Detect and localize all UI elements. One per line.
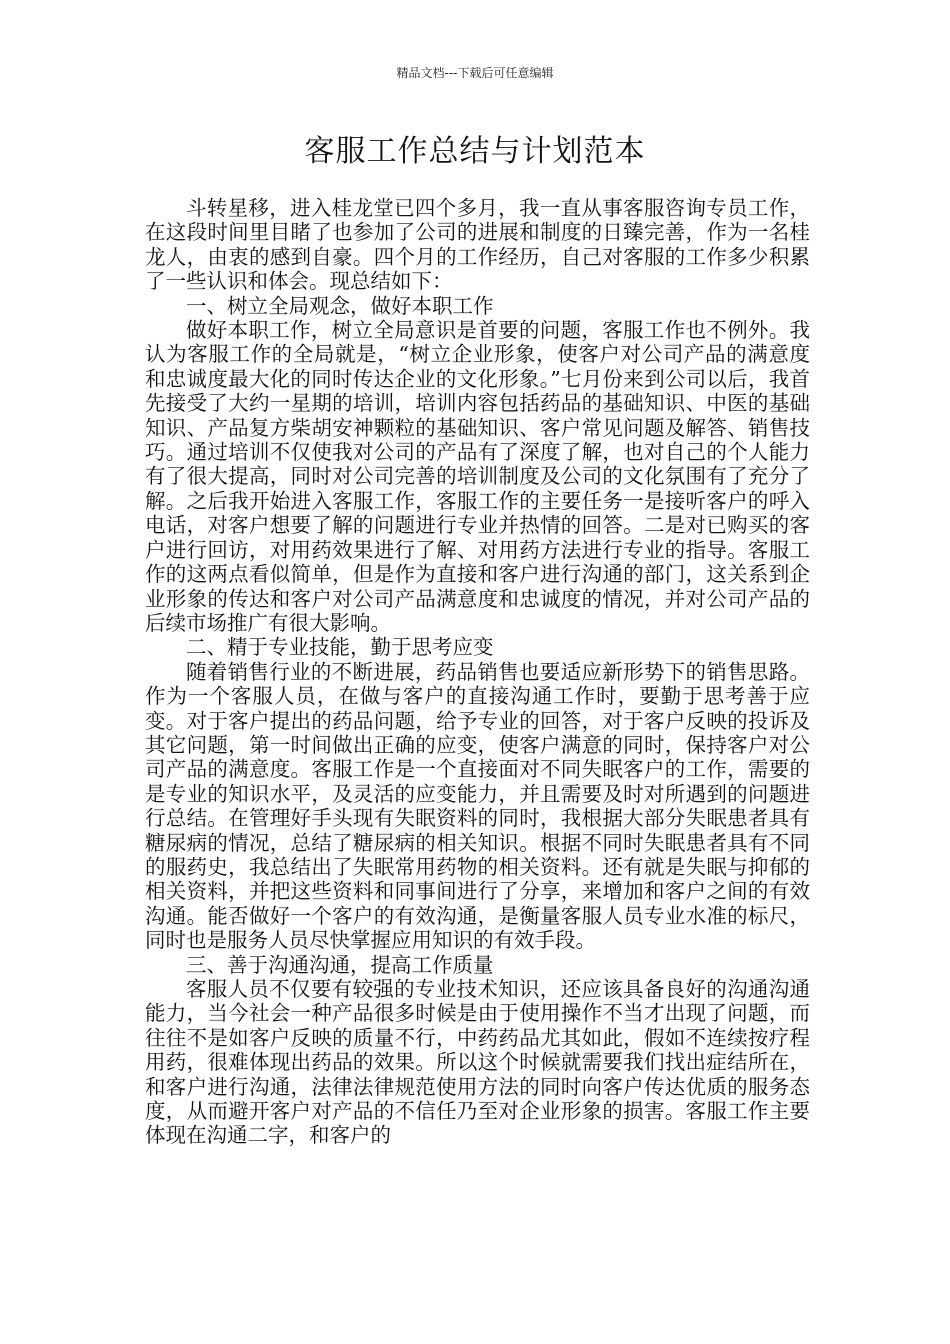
document-title: 客服工作总结与计划范本: [304, 134, 646, 169]
section-heading-1: 一、树立全局观念，做好本职工作: [186, 293, 494, 318]
paragraph-intro: 斗转星移，进入桂龙堂已四个多月，我一直从事客服咨询专员工作，在这段时间里目睹了也参加了公司的进展和制度的日臻完善，作为一名桂龙人，由衷的感到自豪。四个月的工作经历，自己对客服的工作多少积累了一些认识和体会。现总结如下：: [145, 196, 810, 294]
paragraph-section-2: 随着销售行业的不断进展，药品销售也要适应新形势下的销售思路。作为一个客服人员，在做与客户的直接沟通工作时，要勤于思考善于应变。对于客户提出的药品问题，给予专业的回答，对于客户反映的投诉及其它问题，第一时间做出正确的应变，使客户满意的同时，保持客户对公司产品的满意度。客服工作是一个直接面对不同失眠客户的工作，需要的是专业的知识水平，及灵活的应变能力，并且需要及时对所遇到的问题进行总结。在管理好手头现有失眠资料的同时，我根据大部分失眠患者具有糖尿病的情况，总结了糖尿病的相关知识。根据不同时失眠患者具有不同的服药史，我总结出了失眠常用药物的相关资料。还有就是失眠与抑郁的相关资料，并把这些资料和同事间进行了分享，来增加和客户之间的有效沟通。能否做好一个客户的有效沟通，是衡量客服人员专业水准的标尺，同时也是服务人员尽快掌握应用知识的有效手段。: [145, 659, 810, 953]
section-heading-2: 二、精于专业技能，勤于思考应变: [186, 635, 494, 660]
document-body: [145, 196, 810, 1148]
paragraph-section-3: 客服人员不仅要有较强的专业技术知识，还应该具备良好的沟通沟通能力，当今社会一种产品很多时候是由于使用操作不当才出现了问题，而往往不是如客户反映的质量不行，中药药品尤其如此，假如不连续按疗程用药，很难体现出药品的效果。所以这个时候就需要我们找出症结所在，和客户进行沟通，法律法律规范使用方法的同时向客户传达优质的服务态度，从而避开客户对产品的不信任乃至对企业形象的损害。客服工作主要体现在沟通二字，和客户的: [145, 977, 810, 1148]
paragraph-section-1: 做好本职工作，树立全局意识是首要的问题，客服工作也不例外。我认为客服工作的全局就是，“树立企业形象，使客户对公司产品的满意度和忠诚度最大化的同时传达企业的文化形象。”七月份来到公司以后，我首先接受了大约一星期的培训，培训内容包括药品的基础知识、中医的基础知识、产品复方柴胡安神颗粒的基础知识、客户常见问题及解答、销售技巧。通过培训不仅使我对公司的产品有了深度了解，也对自己的个人能力有了很大提高，同时对公司完善的培训制度及公司的文化氛围有了充分了解。之后我开始进入客服工作，客服工作的主要任务一是接听客户的呼入电话，对客户想要了解的问题进行专业并热情的回答。二是对已购买的客户进行回访，对用药效果进行了解、对用药方法进行专业的指导。客服工作的这两点看似简单，但是作为直接和客户进行沟通的部门，这关系到企业形象的传达和客户对公司产品满意度和忠诚度的情况，并对公司产品的后续市场推广有很大影响。: [145, 318, 810, 635]
page-header: 精品文档---下载后可任意编辑: [396, 66, 554, 80]
section-heading-3: 三、善于沟通沟通，提高工作质量: [186, 952, 494, 977]
